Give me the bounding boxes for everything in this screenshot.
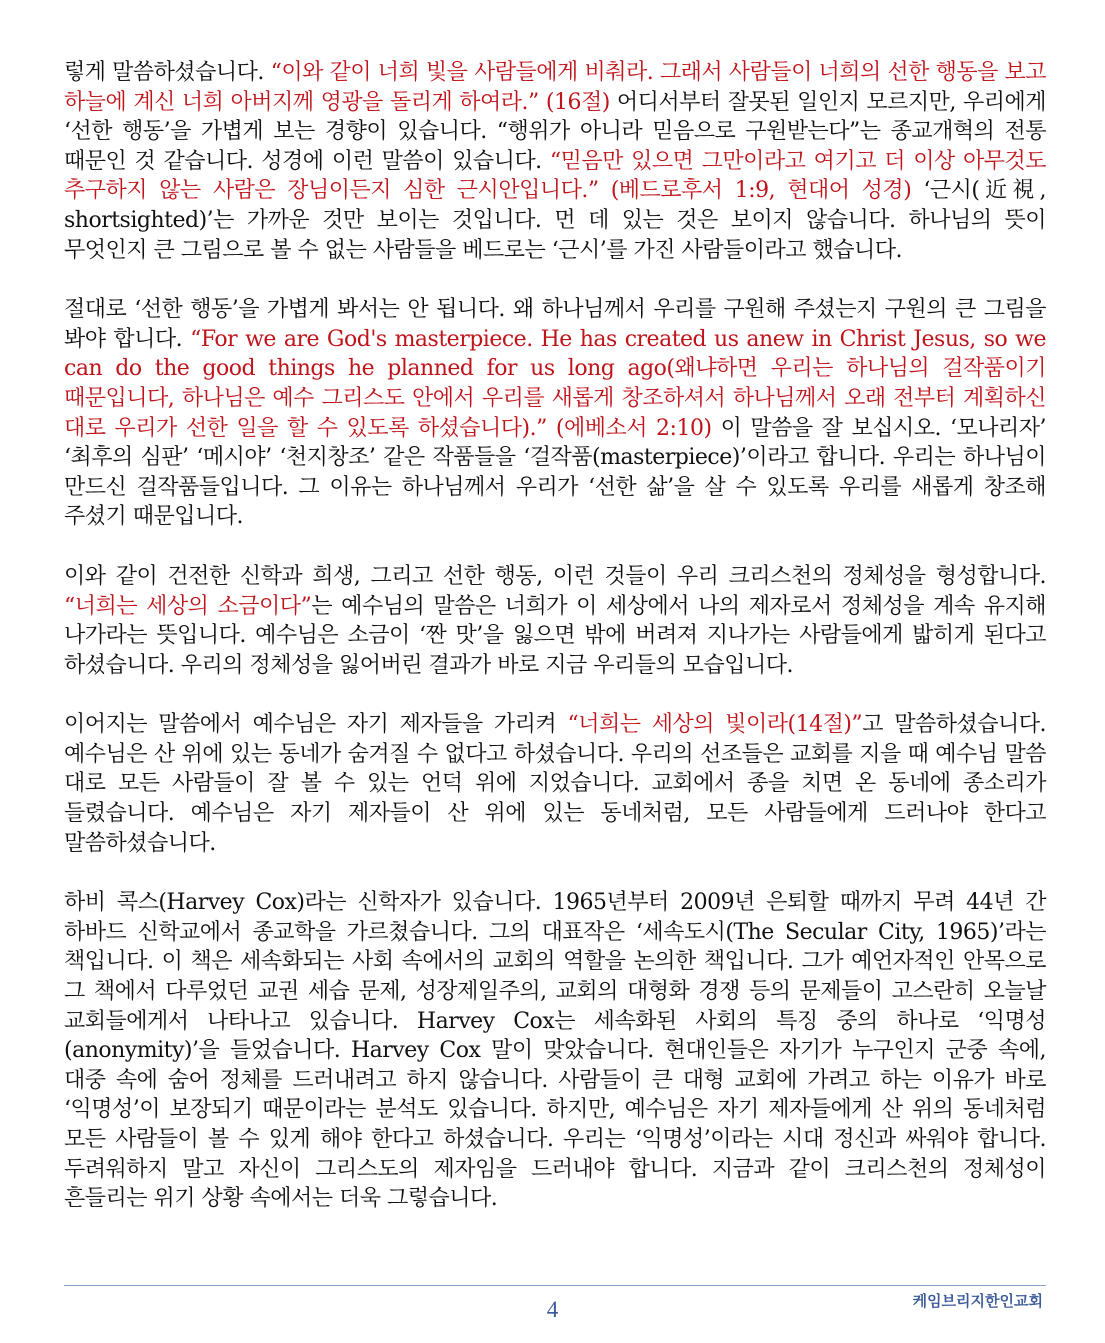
church-name: 케임브리지한인교회: [912, 1292, 1043, 1310]
text-run: 어디서부터 잘못된 일인지 모르지만, 우리에게 ‘선한 행동’을 가볍게 보는 경향이 있습니다. “행위가 아니라 믿음으로 구원받는다”는 종교개혁의 전통 때문인 것 같습니다. 성경에 이런 말씀이 있습니다.: [64, 89, 1047, 174]
paragraph: [64, 58, 1046, 265]
scripture-quote: “너희는 세상의 소금이다”: [64, 593, 312, 619]
text-run: 는 예수님의 말씀은 너희가 이 세상에서 나의 제자로서 정체성을 계속 유지해 나가라는 뜻입니다. 예수님은 소금이 ‘짠 맛’을 잃으면 밖에 버려져 지나가는 사람들에게 밟히게 된다고 하셨습니다. 우리의 정체성을 잃어버린 결과가 바로 지금 우리들의 모습입니다.: [64, 593, 1046, 678]
footer-rule: [64, 1285, 1046, 1286]
scripture-quote: “For we are God's masterpiece. He has created us anew in Christ Jesus, so we can do the good things he planned for us long ago(왜냐하면 우리는 하나님의 걸작품이기 때문입니다, 하나님은 예수 그리스도 안에서 우리를 새롭게 창조하셔서 하나님께서 오래 전부터 계획하신 대로 우리가 선한 일을 할 수 있도록 하셨습니다).” (에베소서 2:10): [64, 326, 1046, 441]
paragraph: [64, 710, 1046, 858]
scripture-quote: “너희는 세상의 빛이라(14절)”: [567, 712, 863, 738]
text-run: 고 말씀하셨습니다. 예수님은 산 위에 있는 동네가 숨겨질 수 없다고 하셨습니다. 우리의 선조들은 교회를 지을 때 예수님 말씀 대로 모든 사람들이 잘 볼 수 있는 언덕 위에 지었습니다. 교회에서 종을 치면 온 동네에 종소리가 들렸습니다. 예수님은 자기 제자들이 산 위에 있는 동네처럼, 모든 사람들에게 드러나야 한다고 말씀하셨습니다.: [64, 712, 1046, 856]
page-number: 4: [546, 1297, 559, 1322]
scripture-quote: “믿음만 있으면 그만이라고 여기고 더 이상 아무것도 추구하지 않는 사람은 장님이든지 심한 근시안입니다.” (베드로후서 1:9, 현대어 성경): [64, 148, 1046, 204]
paragraph: [64, 562, 1046, 680]
text-run: 하비 콕스(Harvey Cox)라는 신학자가 있습니다. 1965년부터 2009년 은퇴할 때까지 무려 44년 간 하바드 신학교에서 종교학을 가르쳤습니다. 그의 대표작은 ‘세속도시(The Secular City, 1965)’라는 책입니다. 이 책은 세속화되는 사회 속에서의 교회의 역할을 논의한 책입니다. 그가 예언자적인 안목으로 그 책에서 다루었던 교권 세습 문제, 성장제일주의, 교회의 대형화 경쟁 등의 문제들이 고스란히 오늘날 교회들에게서 나타나고 있습니다. Harvey Cox는 세속화된 사회의 특징 중의 하나로 ‘익명성(anonymity)’을 들었습니다. Harvey Cox 말이 맞았습니다. 현대인들은 자기가 누구인지 군중 속에, 대중 속에 숨어 정체를 드러내려고 하지 않습니다. 사람들이 큰 대형 교회에 가려고 하는 이유가 바로 ‘익명성’이 보장되기 때문이라는 분석도 있습니다. 하지만, 예수님은 자기 제자들에게 산 위의 동네처럼 모든 사람들이 볼 수 있게 해야 한다고 하셨습니다. 우리는 ‘익명성’이라는 시대 정신과 싸워야 합니다. 두려워하지 말고 자신이 그리스도의 제자임을 드러내야 합니다. 지금과 같이 크리스천의 정체성이 흔들리는 위기 상황 속에서는 더욱 그렇습니다.: [64, 890, 1046, 1212]
scripture-quote: “이와 같이 너희 빛을 사람들에게 비춰라. 그래서 사람들이 너희의 선한 행동을 보고 하늘에 계신 너희 아버지께 영광을 돌리게 하여라.” (16절): [64, 60, 1047, 115]
sermon-body: [64, 58, 1046, 1244]
text-run: 이 말씀을 잘 보십시오. ‘모나리자’ ‘최후의 심판’ ‘메시야’ ‘천지창조’ 같은 작품들을 ‘걸작품(masterpiece)’이라고 합니다. 우리는 하나님이 만드신 걸작품들입니다. 그 이유는 하나님께서 우리가 ‘선한 삶’을 살 수 있도록 우리를 새롭게 창조해 주셨기 때문입니다.: [64, 415, 1046, 530]
text-run: 절대로 ‘선한 행동’을 가볍게 봐서는 안 됩니다. 왜 하나님께서 우리를 구원해 주셨는지 구원의 큰 그림을 봐야 합니다.: [64, 297, 1046, 352]
text-run: 이어지는 말씀에서 예수님은 자기 제자들을 가리켜: [64, 712, 568, 738]
text-run: ‘근시(近視, shortsighted)’는 가까운 것만 보이는 것입니다. 먼 데 있는 것은 보이지 않습니다. 하나님의 뜻이 무엇인지 큰 그림으로 볼 수 없는 사람들을 베드로는 ‘근시’를 가진 사람들이라고 했습니다.: [64, 178, 1046, 263]
text-run: 렇게 말씀하셨습니다.: [64, 60, 271, 85]
text-run: 이와 같이 건전한 신학과 희생, 그리고 선한 행동, 이런 것들이 우리 크리스천의 정체성을 형성합니다.: [64, 563, 1046, 589]
paragraph: [64, 888, 1046, 1214]
paragraph: [64, 295, 1046, 532]
